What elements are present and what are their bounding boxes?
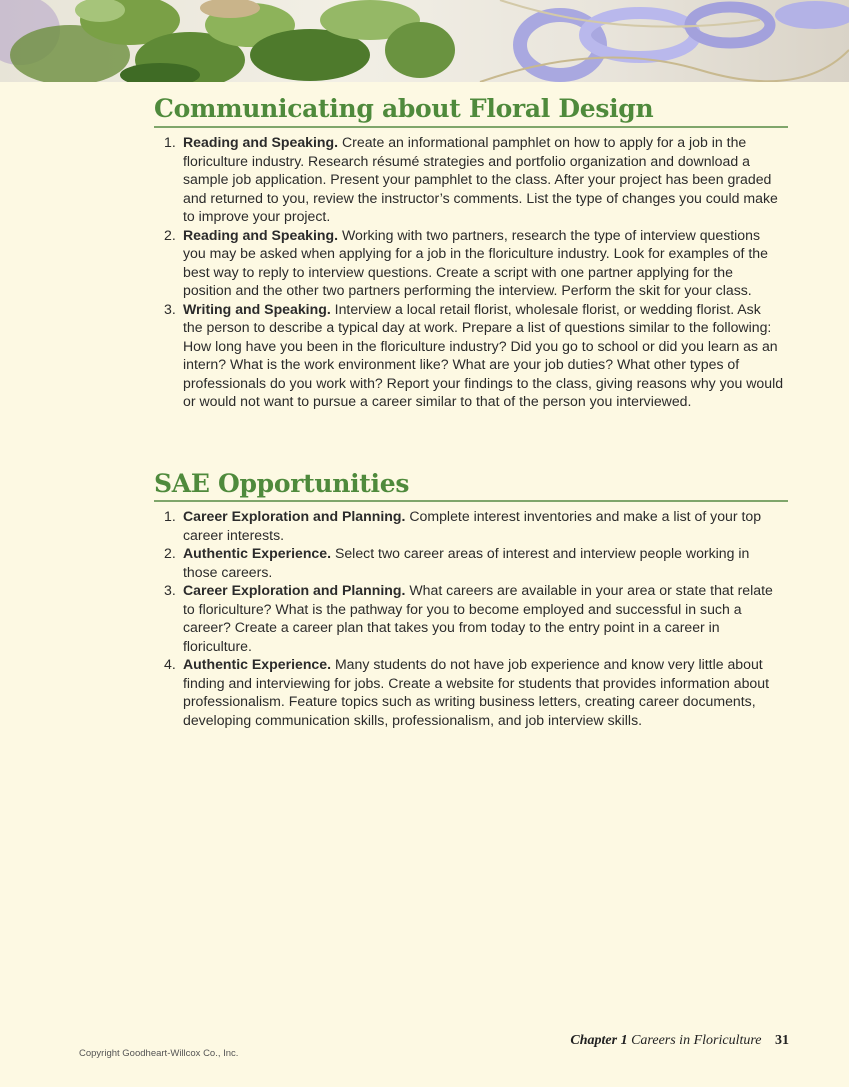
item-text: Select two career areas of interest and interview people working in those careers. (183, 545, 750, 580)
item-number: 3. (164, 300, 176, 317)
item-number: 3. (164, 582, 176, 598)
item-text: Create an informational pamphlet on how to apply for a job in the floriculture industry. Research résumé strategies and portfolio organization and download a sample job application. Present your pamphlet to the class. After your project has been graded and returned to you, review the instructor’s comments. List the type of changes you could make to improve your project. (183, 134, 778, 224)
item-lead: Reading and Speaking. (183, 226, 339, 243)
item-number: 2. (164, 226, 176, 243)
list-item (154, 544, 784, 581)
item-lead: Authentic Experience. (183, 545, 332, 561)
item-lead: Reading and Speaking. (183, 134, 339, 150)
section-title-sae: SAE Opportunities (154, 469, 410, 498)
running-footer (570, 1033, 789, 1049)
section-divider (154, 126, 788, 128)
chapter-label: Chapter 1 (570, 1033, 628, 1048)
list-item (154, 226, 784, 300)
header-photo-banner (0, 0, 849, 82)
item-lead: Career Exploration and Planning. (183, 582, 406, 598)
item-number: 1. (164, 508, 176, 524)
item-number: 4. (164, 656, 176, 672)
item-lead: Authentic Experience. (183, 656, 332, 672)
sae-activity-list (154, 507, 784, 729)
section-title-communicating: Communicating about Floral Design (154, 94, 654, 123)
item-number: 2. (164, 545, 176, 561)
list-item (154, 581, 784, 655)
floral-photo-illustration (0, 0, 849, 82)
item-lead: Career Exploration and Planning. (183, 508, 406, 524)
communicating-activity-list (154, 133, 784, 411)
section-divider (154, 500, 788, 502)
list-item (154, 507, 784, 544)
item-number: 1. (164, 134, 176, 150)
item-text: Interview a local retail florist, wholesale florist, or wedding florist. Ask the person to describe a typical day at work. Prepare a list of questions similar to the following: How long have you been in the floriculture industry? Did you go to school or did you learn as an intern? What is the work environment like? What are your job duties? What other types of professionals do you work with? Report your findings to the class, giving reasons why you would or would not want to pursue a career similar to that of the person you interviewed. (183, 300, 784, 409)
page-number: 31 (775, 1033, 789, 1048)
item-text: Working with two partners, research the type of interview questions you may be asked when applying for a job in the floriculture industry. Look for examples of the best way to reply to interview questions. Create a script with one partner applying for the position and the other two partners performing the interview. Perform the skit for your class. (183, 226, 768, 298)
list-item (154, 133, 784, 226)
item-lead: Writing and Speaking. (183, 300, 331, 317)
item-text: What careers are available in your area or state that relate to floriculture? What is the pathway for you to become employed and successful in such a career? Create a career plan that takes you from today to the entry point in a career in floriculture. (183, 582, 773, 654)
chapter-title: Careers in Floriculture (631, 1033, 762, 1048)
list-item (154, 655, 784, 729)
copyright-notice: Copyright Goodheart-Willcox Co., Inc. (79, 1048, 239, 1059)
list-item (154, 300, 784, 411)
item-text: Complete interest inventories and make a list of your top career interests. (183, 508, 762, 543)
item-text: Many students do not have job experience and know very little about finding and interviewing for jobs. Create a website for students that provides information about professionalism. Feature topics such as writing business letters, creating career documents, developing communication skills, professionalism, and job interview skills. (183, 656, 770, 728)
